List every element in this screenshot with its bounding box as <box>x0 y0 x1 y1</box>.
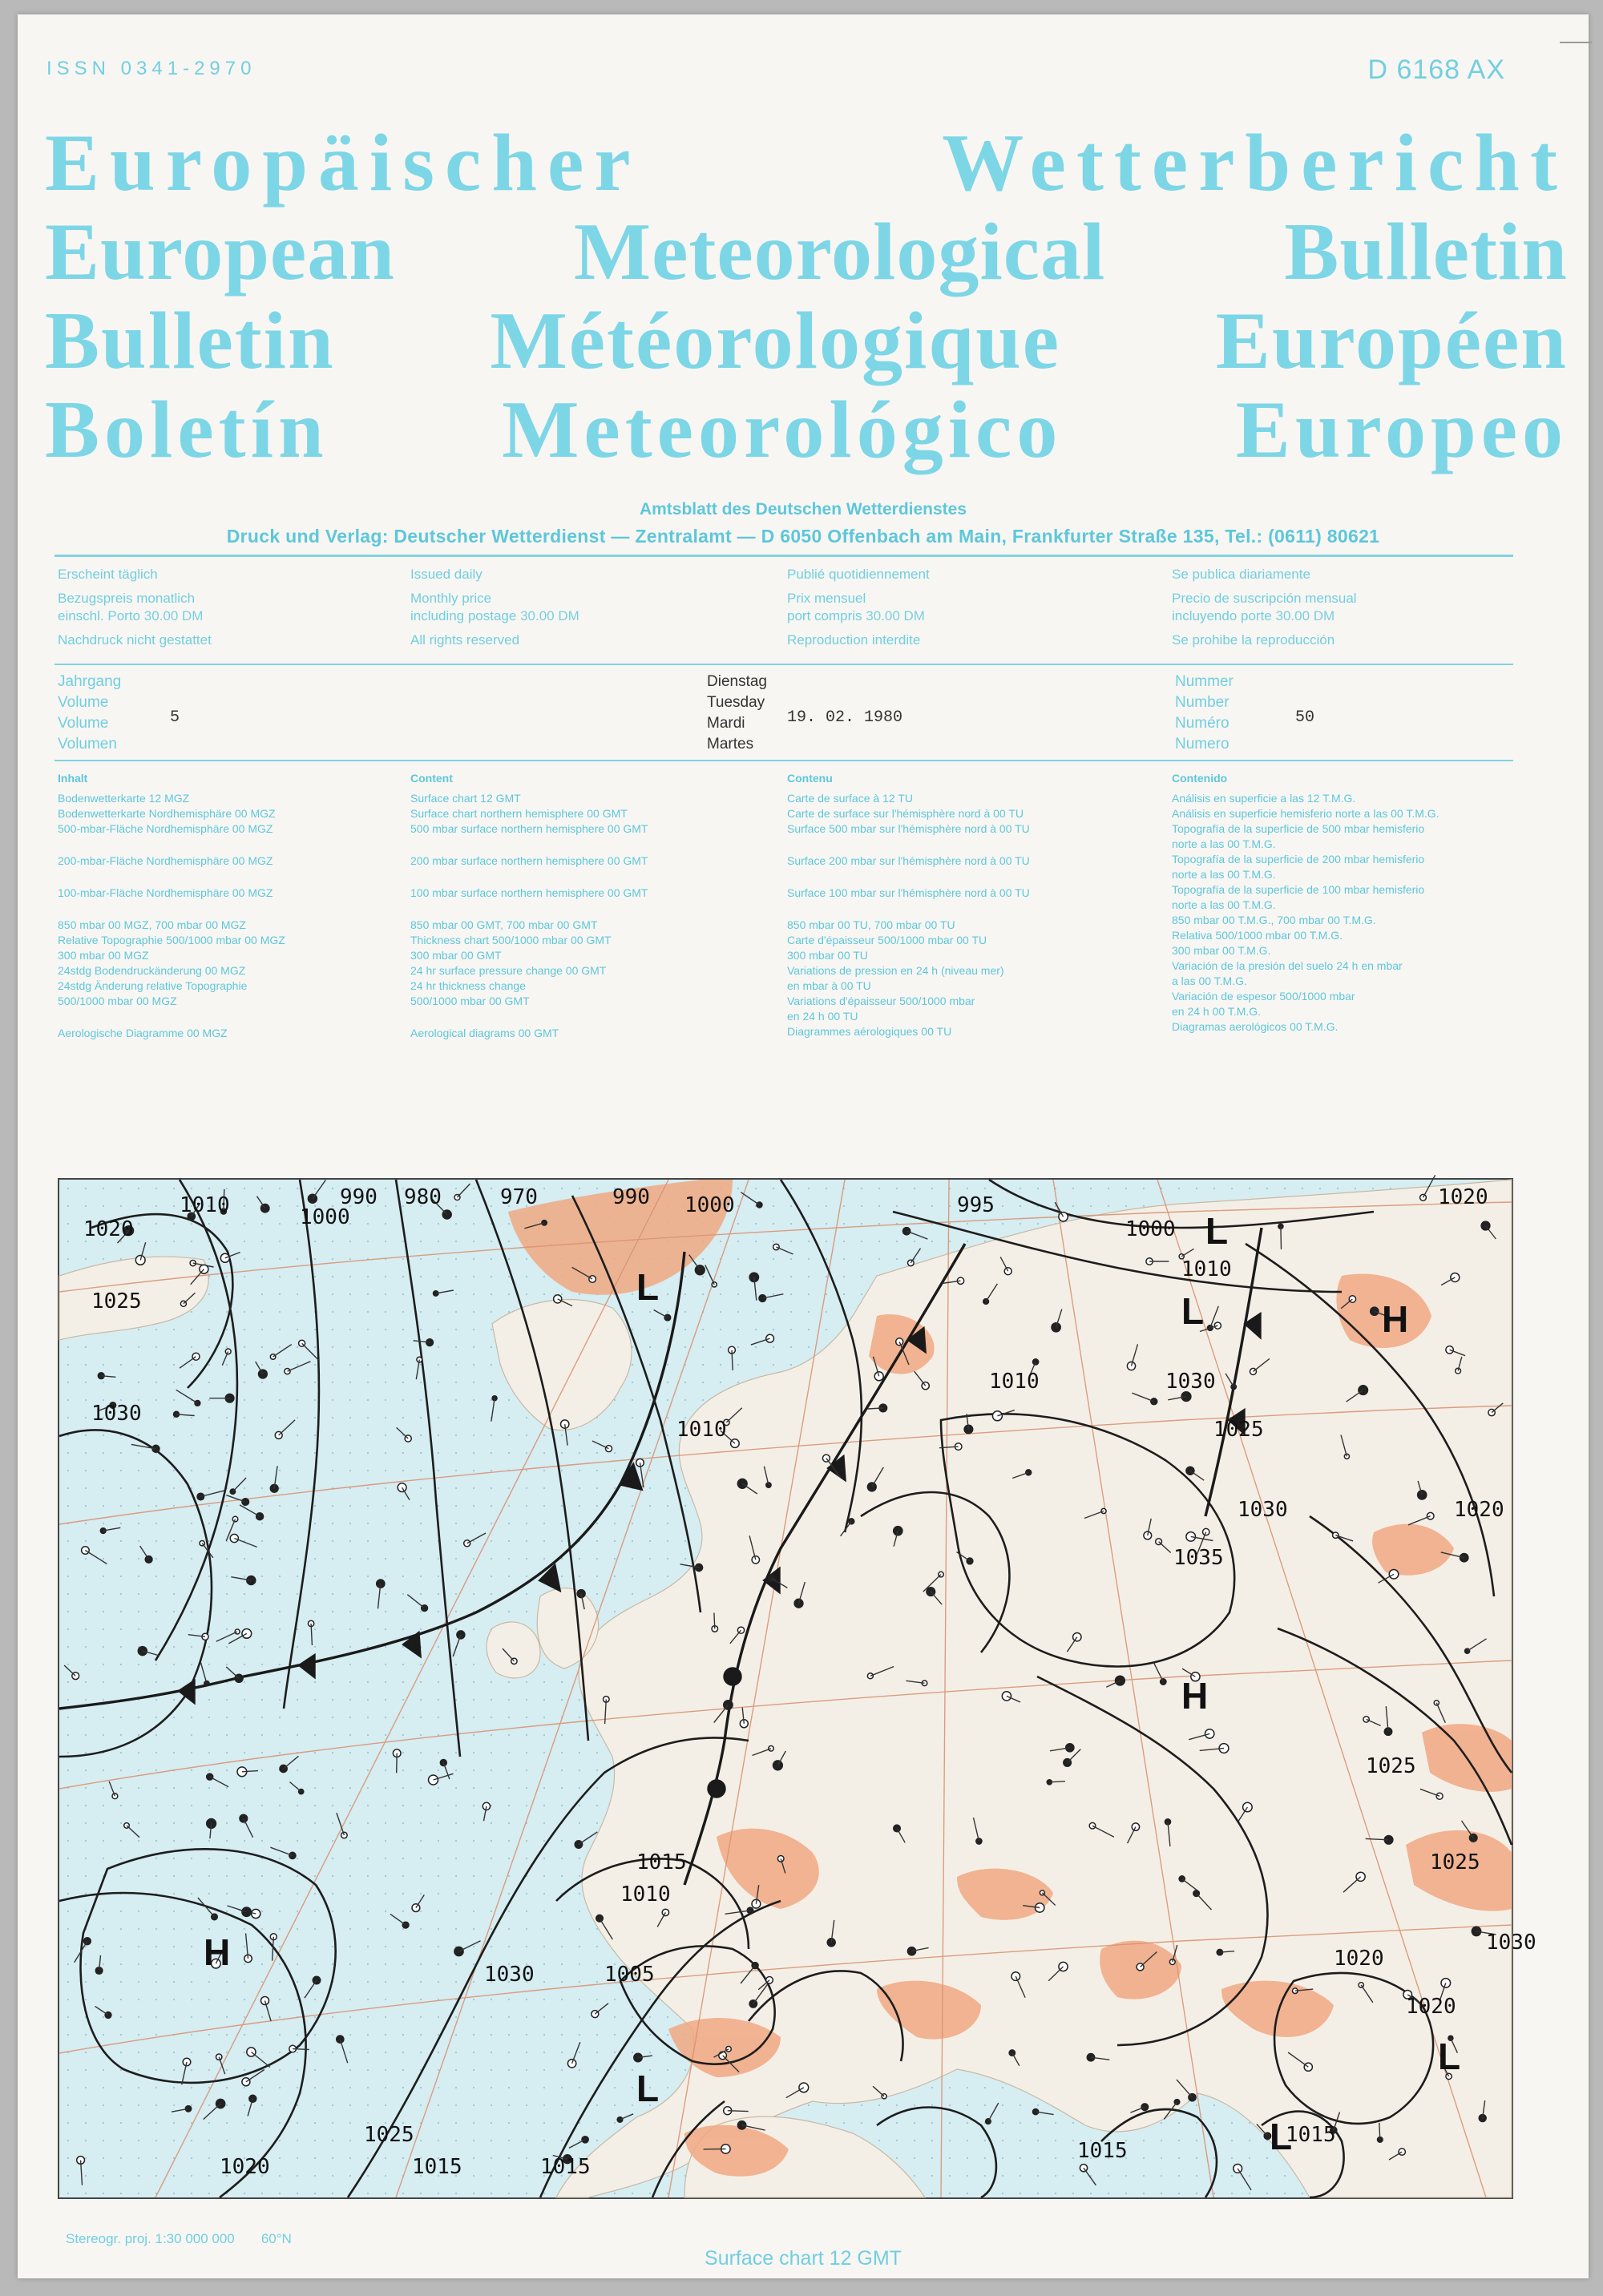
station-marker <box>1436 1793 1443 1799</box>
info-english: Issued daily Monthly price including postage 30.00 DM All rights reserved <box>410 567 579 648</box>
isobar-value: 1020 <box>1406 1995 1456 2019</box>
contents-item: Topografía de la superficie de 200 mbar hemisferio <box>1172 853 1425 866</box>
isobar-value: 970 <box>500 1185 538 1209</box>
station-marker <box>1186 1532 1196 1542</box>
contents-item: Carte de surface sur l'hémisphère nord à 00 TU <box>787 807 1024 820</box>
contents-item: 200 mbar surface northern hemisphere 00 GMT <box>410 854 648 867</box>
contents-item: Aerologische Diagramme 00 MGZ <box>58 1027 228 1039</box>
isobar-value: 1000 <box>300 1205 350 1229</box>
contents-item: 24stdg Bodendruckänderung 00 MGZ <box>58 964 246 977</box>
station-marker <box>1151 1398 1157 1405</box>
contents-item: 850 mbar 00 MGZ, 700 mbar 00 MGZ <box>58 918 246 931</box>
isobar-value: 1000 <box>684 1193 735 1217</box>
contents-item: Variación de espesor 500/1000 mbar <box>1172 990 1355 1003</box>
contents-item: Thickness chart 500/1000 mbar 00 GMT <box>410 934 612 946</box>
station-marker <box>596 1915 604 1922</box>
station-marker <box>1469 1834 1477 1842</box>
station-marker <box>1002 1692 1011 1701</box>
station-marker <box>1205 1729 1214 1738</box>
contents-item: 850 mbar 00 T.M.G., 700 mbar 00 T.M.G. <box>1172 914 1376 926</box>
isobar-value: 1015 <box>1286 2123 1336 2147</box>
station-marker <box>1073 1633 1081 1641</box>
contents-item: 300 mbar 00 MGZ <box>58 949 149 962</box>
station-marker <box>662 1909 668 1915</box>
station-marker <box>1420 1194 1427 1200</box>
volume-value: 5 <box>170 708 180 727</box>
wind-barb <box>1281 1226 1282 1249</box>
isobar-value: 1015 <box>1077 2139 1128 2163</box>
low-pressure-center: L <box>1181 1290 1205 1332</box>
wind-barb <box>1379 2123 1380 2140</box>
station-marker <box>664 1314 671 1321</box>
station-marker <box>695 1265 705 1275</box>
contents-item <box>410 869 648 886</box>
map-caption: Surface chart 12 GMT <box>705 2247 902 2270</box>
low-pressure-center: L <box>1205 1210 1229 1252</box>
station-marker <box>412 1904 420 1912</box>
isobar-value: 1025 <box>1366 1754 1416 1778</box>
isobar-value: 1020 <box>220 2155 270 2179</box>
contents-item <box>787 869 1030 886</box>
isobar-value: 1035 <box>1173 1546 1224 1570</box>
contents-item: 300 mbar 00 GMT <box>410 949 502 962</box>
contents-item: 500 mbar surface northern hemisphere 00 GMT <box>410 822 648 835</box>
wind-barb <box>728 2111 749 2112</box>
isobar-value: 1025 <box>1430 1850 1480 1874</box>
station-marker <box>242 1499 249 1506</box>
contents-item <box>58 837 285 853</box>
high-pressure-center: H <box>204 1931 231 1973</box>
contents-item: Análisis en superficie a las 12 T.M.G. <box>1172 792 1356 805</box>
bulletin-page <box>18 14 1589 2278</box>
station-marker <box>1214 1322 1221 1329</box>
isobar-value: 980 <box>404 1185 442 1209</box>
contents-item: norte a las 00 T.M.G. <box>1172 868 1276 881</box>
contents-item: 850 mbar 00 TU, 700 mbar 00 TU <box>787 918 955 931</box>
contents-item: 500/1000 mbar 00 GMT <box>410 995 530 1007</box>
station-marker <box>894 1825 901 1832</box>
station-marker <box>1089 1822 1096 1829</box>
isobar-value: 1030 <box>1165 1370 1216 1394</box>
contents-heading: Content <box>410 772 453 785</box>
contents-item <box>410 901 648 918</box>
contents-item: 100 mbar surface northern hemisphere 00 GMT <box>410 886 648 899</box>
isobar-value: 995 <box>957 1193 995 1217</box>
projection-note: Stereogr. proj. 1:30 000 000 60°N <box>66 2231 292 2246</box>
station-marker <box>1333 1532 1339 1538</box>
edge-mark <box>1560 42 1592 43</box>
isobar-value: 1015 <box>412 2155 462 2179</box>
station-marker <box>907 1947 915 1955</box>
title-block <box>45 119 1568 474</box>
contents-item <box>787 837 1030 853</box>
station-marker <box>737 1479 747 1488</box>
station-marker <box>341 1832 348 1838</box>
contents-item <box>787 901 1030 918</box>
isobar-value: 1005 <box>604 1963 655 1987</box>
isobar-value: 1020 <box>1334 1947 1384 1971</box>
station-marker <box>145 1556 152 1564</box>
issn: ISSN 0341-2970 <box>46 58 256 79</box>
contents-item: Relative Topographie 500/1000 mbar 00 MGZ <box>58 934 285 946</box>
divider <box>55 555 1513 557</box>
station-marker <box>112 1794 118 1799</box>
title-german: Europäischer Wetterbericht <box>45 118 1568 208</box>
number-labels: Nummer Number Numéro Numero <box>1175 673 1234 753</box>
contents-item <box>410 1009 648 1026</box>
contents-item: 24 hr surface pressure change 00 GMT <box>410 964 607 977</box>
contents-item: Bodenwetterkarte Nordhemisphäre 00 MGZ <box>58 807 276 820</box>
isobar-value: 1015 <box>636 1850 687 1874</box>
contents-item: Variación de la presión del suelo 24 h en mbar <box>1172 959 1403 972</box>
contents-item: Carte d'épaisseur 500/1000 mbar 00 TU <box>787 934 987 946</box>
contents-item: Surface 500 mbar sur l'hémisphère nord à 00 TU <box>787 822 1030 835</box>
contents-english <box>410 771 648 1041</box>
station-marker <box>195 1401 200 1406</box>
contents-item <box>58 1009 285 1026</box>
wind-barb <box>397 1753 398 1773</box>
station-marker <box>1371 1307 1379 1315</box>
contents-item: Topografía de la superficie de 500 mbar hemisferio <box>1172 822 1425 835</box>
map-drawing <box>59 1180 1536 2197</box>
contents-item: norte a las 00 T.M.G. <box>1172 898 1276 911</box>
contents-heading: Contenido <box>1172 772 1228 785</box>
station-marker <box>242 1629 252 1639</box>
station-marker <box>1234 2165 1242 2173</box>
isobar-value: 990 <box>612 1185 650 1209</box>
isobar-value: 1010 <box>1181 1257 1232 1281</box>
weekday-labels: Dienstag Tuesday Mardi Martes <box>707 673 767 753</box>
title-spanish: Boletín Meteorológico Europeo <box>45 385 1568 475</box>
contents-item: Variations d'épaisseur 500/1000 mbar <box>787 995 975 1007</box>
contents-item: Variations de pression en 24 h (niveau mer) <box>787 964 1004 977</box>
contents-item <box>410 837 648 853</box>
contents-item: 24stdg Änderung relative Topographie <box>58 979 248 992</box>
issue-date: 19. 02. 1980 <box>787 708 903 727</box>
isobar-value: 1025 <box>1213 1418 1264 1442</box>
station-marker <box>712 1282 717 1287</box>
isobar-value: 1010 <box>620 1882 671 1907</box>
title-french: Bulletin Météorologique Européen <box>45 296 1568 386</box>
isobar-value: 1020 <box>83 1217 134 1241</box>
station-marker <box>220 1253 229 1262</box>
station-marker <box>457 1631 465 1639</box>
contents-item: Surface 200 mbar sur l'hémisphère nord à 00 TU <box>787 854 1030 867</box>
contents-item: 300 mbar 00 T.M.G. <box>1172 944 1271 957</box>
surface-weather-map <box>58 1178 1536 2199</box>
isobar-value: 1000 <box>1125 1217 1176 1241</box>
isobar-value: 990 <box>340 1185 378 1209</box>
isobar-value: 1010 <box>180 1193 230 1217</box>
station-marker <box>1052 1323 1060 1332</box>
station-marker <box>894 1527 902 1535</box>
isobar-value: 1030 <box>484 1963 535 1987</box>
station-marker <box>992 1411 1002 1421</box>
station-marker <box>799 2083 809 2092</box>
station-marker <box>398 1483 406 1492</box>
document-code: D 6168 AX <box>1367 54 1505 85</box>
high-pressure-center: H <box>1181 1675 1209 1717</box>
contents-item: Topografía de la superficie de 100 mbar hemisferio <box>1172 883 1425 896</box>
issue-number: 50 <box>1295 708 1315 727</box>
station-marker <box>752 1556 759 1564</box>
station-marker <box>903 1228 911 1235</box>
contents-item: norte a las 00 T.M.G. <box>1172 837 1276 850</box>
isobar-value: 1010 <box>989 1370 1040 1394</box>
station-marker <box>1441 1979 1451 1988</box>
contents-item: en 24 h 00 T.M.G. <box>1172 1005 1262 1018</box>
isobar-value: 1025 <box>364 2123 414 2147</box>
low-pressure-center: L <box>1270 2116 1293 2157</box>
contents-item <box>58 901 285 918</box>
high-pressure-center: H <box>1382 1298 1409 1340</box>
station-marker <box>192 1353 200 1360</box>
contents-item <box>58 869 285 886</box>
publisher-line-1: Amtsblatt des Deutschen Wetterdienstes <box>639 500 967 519</box>
wind-barb <box>293 2049 309 2050</box>
station-marker <box>867 1483 876 1491</box>
divider <box>55 664 1513 665</box>
contents-heading: Inhalt <box>58 772 88 785</box>
contents-french <box>787 771 1030 1039</box>
isobar-value: 1010 <box>676 1418 727 1442</box>
station-marker <box>464 1540 470 1547</box>
station-marker <box>1434 1701 1439 1705</box>
contents-item: Surface 100 mbar sur l'hémisphère nord à 00 TU <box>787 886 1030 899</box>
publisher-line-2: Druck und Verlag: Deutscher Wetterdienst — Zentralamt — D 6050 Offenbach am Main, Frankfurter Straße 135, Tel.: (0611) 80621 <box>226 526 1380 547</box>
divider <box>55 760 1513 761</box>
contents-item: Surface chart 12 GMT <box>410 792 521 805</box>
station-marker <box>766 1334 774 1342</box>
isobar-value: 1030 <box>1486 1931 1536 1955</box>
contents-item: Surface chart northern hemisphere 00 GMT <box>410 807 628 820</box>
station-marker <box>230 1534 238 1542</box>
isobar-value: 1030 <box>91 1402 142 1426</box>
low-pressure-center: L <box>636 1266 660 1308</box>
wind-barb <box>714 1613 715 1629</box>
contents-heading: Contenu <box>787 772 833 785</box>
station-marker <box>1418 1491 1427 1499</box>
contents-item: Carte de surface à 12 TU <box>787 792 913 805</box>
info-german: Erscheint täglich Bezugspreis monatlich einschl. Porto 30.00 DM Nachdruck nicht gestattet <box>58 567 212 648</box>
contents-item: 100-mbar-Fläche Nordhemisphäre 00 MGZ <box>58 886 273 899</box>
contents-item: Aerological diagrams 00 GMT <box>410 1027 559 1039</box>
station-marker <box>1059 1213 1068 1221</box>
contents-spanish <box>1172 771 1439 1035</box>
contents-item: en mbar à 00 TU <box>787 979 871 992</box>
volume-labels: Jahrgang Volume Volume Volumen <box>58 673 122 753</box>
info-spanish: Se publica diariamente Precio de suscripción mensual incluyendo porte 30.00 DM Se prohibe la reproducción <box>1172 567 1357 648</box>
contents-item: Análisis en superficie hemisferio norte a las 00 T.M.G. <box>1172 807 1439 820</box>
station-marker <box>135 1256 145 1265</box>
low-pressure-center: L <box>636 2068 660 2109</box>
contents-item: Bodenwetterkarte 12 MGZ <box>58 792 190 805</box>
isobar-value: 1020 <box>1454 1498 1504 1522</box>
contents-item: 200-mbar-Fläche Nordhemisphäre 00 MGZ <box>58 854 273 867</box>
contents-item: 500/1000 mbar 00 MGZ <box>58 995 177 1007</box>
contents-item: 500-mbar-Fläche Nordhemisphäre 00 MGZ <box>58 822 273 835</box>
info-french: Publié quotidiennement Prix mensuel port compris 30.00 DM Reproduction interdite <box>787 567 930 648</box>
isobar-value: 1025 <box>91 1289 142 1313</box>
contents-item: 24 hr thickness change <box>410 979 526 992</box>
station-marker <box>867 1673 873 1679</box>
contents-item: Diagrammes aérologiques 00 TU <box>787 1025 952 1038</box>
station-marker <box>1427 1512 1434 1519</box>
contents-item: en 24 h 00 TU <box>787 1010 858 1023</box>
contents-item: 850 mbar 00 GMT, 700 mbar 00 GMT <box>410 918 598 931</box>
isobar-value: 1020 <box>1438 1185 1488 1209</box>
isobar-value: 1030 <box>1238 1498 1288 1522</box>
station-marker <box>874 1372 883 1381</box>
contents-item: Diagramas aerológicos 00 T.M.G. <box>1172 1020 1339 1033</box>
contents-item: Relativa 500/1000 mbar 00 T.M.G. <box>1172 929 1343 942</box>
contents-item: 300 mbar 00 TU <box>787 949 868 962</box>
low-pressure-center: L <box>1438 2036 1461 2077</box>
isobar-value: 1015 <box>540 2155 591 2179</box>
contents-german <box>58 771 285 1041</box>
station-marker <box>1186 1467 1194 1475</box>
contents-item: a las 00 T.M.G. <box>1172 974 1247 987</box>
title-english: European Meteorological Bulletin <box>45 207 1568 297</box>
